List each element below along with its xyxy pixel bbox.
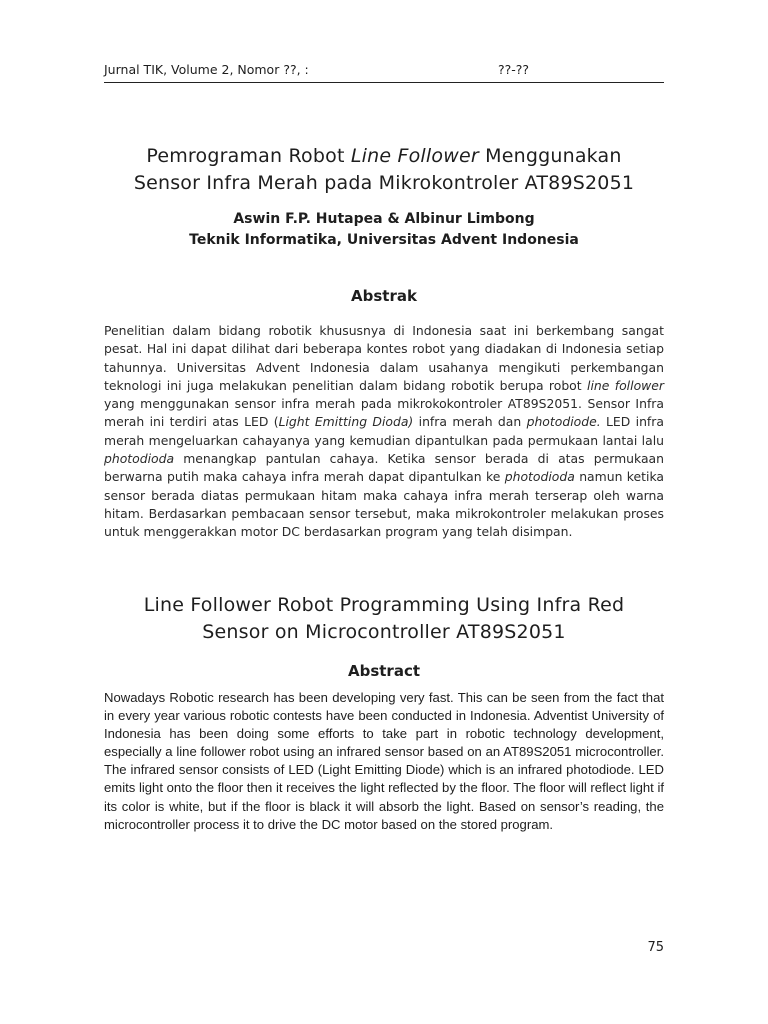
affiliation: Teknik Informatika, Universitas Advent Indonesia [189, 232, 579, 248]
abstract-italic-term: Light Emitting Dioda) [278, 414, 414, 430]
abstract-text: namun ketika sensor berada diatas permukaan hitam maka cahaya infra merah terserap oleh warna hitam. Berdasarkan pembacaan sensor tersebut, maka mikrokontroler melakukan proses untuk menggerakkan motor DC berdasarkan program yang telah disimpan. [104, 469, 665, 540]
paper-title-indonesian [60, 143, 708, 197]
abstract-italic-term: photodioda [504, 469, 575, 485]
abstract-text: Penelitian dalam bidang robotik khususnya di Indonesia saat ini berkembang sangat pesat. Hal ini dapat dilihat dari beberapa kontes robot yang diadakan di Indonesia setiap tahunnya. Universitas Advent Indonesia dalam usahanya mengikuti perkembangan teknologi ini juga melakukan penelitian dalam bidang robotik berupa robot [104, 323, 664, 393]
abstract-italic-term: photodiode. [526, 414, 601, 430]
abstract-text: menangkap pantulan cahaya. Ketika sensor berada di atas permukaan berwarna putih maka cahaya infra merah dapat dipantulkan ke [104, 451, 664, 485]
title-line-1: Line Follower Robot Programming Using Infra Red [143, 594, 625, 616]
paper-title-english [60, 592, 708, 646]
abstract-italic-term: photodioda [104, 451, 175, 467]
title-line-2: Sensor Infra Merah pada Mikrokontroler AT89S2051 [133, 172, 635, 194]
title-text: Pemrograman Robot [146, 145, 351, 167]
abstract-heading-indonesian: Abstrak [351, 287, 417, 305]
title-italic-text: Line Follower [350, 145, 479, 167]
abstract-indonesian [104, 322, 664, 542]
journal-info: Jurnal TIK, Volume 2, Nomor ??, : [104, 62, 309, 77]
abstract-heading-english: Abstract [347, 662, 421, 680]
page-number: 75 [647, 940, 664, 955]
page-range: ??-?? [498, 62, 530, 77]
authors: Aswin F.P. Hutapea & Albinur Limbong [233, 211, 535, 227]
abstract-english: Nowadays Robotic research has been developing very fast. This can be seen from the fact that in every year various robotic contests have been conducted in Indonesia. Adventist University of Indonesia has been doing some efforts to take part in robotic technology development, especially a line follower robot using an infrared sensor based on an AT89S2051 microcontroller. The infrared sensor consists of LED (Light Emitting Diode) which is an infrared photodiode. LED emits light onto the floor then it receives the light reflected by the floor. The floor will reflect light if its color is white, but if the floor is black it will absorb the light. Based on sensor’s reading, the microcontroller process it to drive the DC motor based on the stored program. [104, 690, 664, 832]
author-block [60, 209, 708, 251]
title-line-2: Sensor on Microcontroller AT89S2051 [202, 621, 566, 643]
abstract-text: infra merah dan [413, 414, 527, 430]
abstract-italic-term: line follower [587, 377, 664, 393]
abstract-text: yang menggunakan sensor infra merah pada mikrokokontroler AT89S2051. Sensor Infra merah ini terdiri atas LED ( [104, 396, 664, 430]
abstract-text: LED infra merah mengeluarkan cahayanya yang kemudian dipantulkan pada permukaan lantai lalu [104, 414, 664, 448]
running-header [104, 62, 664, 83]
title-text: Menggunakan [478, 145, 622, 167]
